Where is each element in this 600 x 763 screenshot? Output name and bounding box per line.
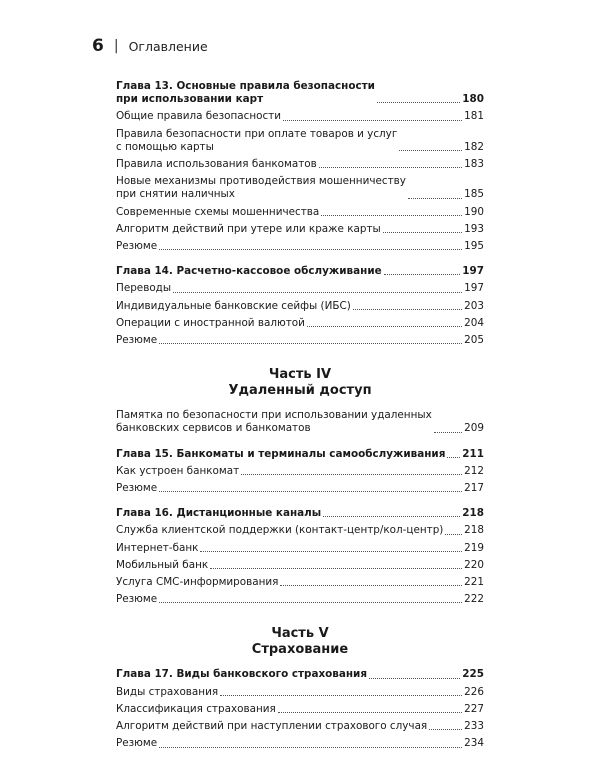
toc-entry[interactable] xyxy=(116,128,484,154)
chapter-title-entry[interactable] xyxy=(116,507,484,520)
entry-page: 190 xyxy=(464,205,484,218)
header-separator: | xyxy=(113,38,119,54)
toc-entry[interactable] xyxy=(116,334,484,347)
dot-leader xyxy=(323,516,460,517)
entry-page: 220 xyxy=(464,558,484,571)
toc-entry[interactable] xyxy=(116,737,484,750)
part-4-heading xyxy=(116,367,484,399)
entry-title: Услуга СМС-информирования xyxy=(116,576,279,589)
entry-title: Общие правила безопасности xyxy=(116,110,281,123)
page-header xyxy=(92,36,208,56)
chapter-title-entry[interactable] xyxy=(116,80,484,106)
dot-leader xyxy=(377,102,460,103)
dot-leader xyxy=(384,274,461,275)
dot-leader xyxy=(283,120,462,121)
dot-leader xyxy=(429,729,462,730)
entry-title: Резюме xyxy=(116,334,158,347)
entry-title: Алгоритм действий при наступлении страхового случая xyxy=(116,720,428,733)
entry-title: Мобильный банк xyxy=(116,558,209,571)
entry-title: Современные схемы мошенничества xyxy=(116,205,320,218)
dot-leader xyxy=(319,167,462,168)
toc-entry[interactable] xyxy=(116,110,484,123)
entry-page: 204 xyxy=(464,316,484,329)
toc-entry[interactable] xyxy=(116,223,484,236)
entry-title: Служба клиентской поддержки (контакт-центр/кол-центр) xyxy=(116,524,444,537)
entry-title: Глава 17. Виды банковского страхования xyxy=(116,668,368,681)
dot-leader xyxy=(399,150,462,151)
toc-entry[interactable] xyxy=(116,175,484,201)
part-title: Удаленный доступ xyxy=(228,383,372,399)
entry-title: Классификация страхования xyxy=(116,702,276,715)
entry-page: 197 xyxy=(464,282,484,295)
chapter-title-entry[interactable] xyxy=(116,668,484,681)
dot-leader xyxy=(159,343,462,344)
entry-page: 182 xyxy=(464,140,484,153)
entry-page: 222 xyxy=(464,593,484,606)
entry-page: 203 xyxy=(464,299,484,312)
chapter-title-entry[interactable] xyxy=(116,448,484,461)
entry-page: 193 xyxy=(464,222,484,235)
toc-entry[interactable] xyxy=(116,317,484,330)
entry-page: 183 xyxy=(464,158,484,171)
entry-page: 197 xyxy=(462,265,484,278)
entry-title: Глава 13. Основные правила безопасности при использовании карт xyxy=(116,80,375,106)
dot-leader xyxy=(434,432,462,433)
toc-entry[interactable] xyxy=(116,559,484,572)
chapter-14 xyxy=(116,265,484,347)
toc-entry[interactable] xyxy=(116,703,484,716)
dot-leader xyxy=(210,568,462,569)
entry-page: 180 xyxy=(462,93,484,106)
chapter-16 xyxy=(116,507,484,606)
entry-title: Резюме xyxy=(116,593,158,606)
entry-page: 221 xyxy=(464,576,484,589)
entry-page: 219 xyxy=(464,541,484,554)
entry-page: 218 xyxy=(464,524,484,537)
dot-leader xyxy=(159,602,462,603)
entry-page: 181 xyxy=(464,110,484,123)
entry-page: 212 xyxy=(464,464,484,477)
entry-title: Резюме xyxy=(116,737,158,750)
entry-page: 195 xyxy=(464,240,484,253)
toc-entry[interactable] xyxy=(116,720,484,733)
dot-leader xyxy=(447,457,460,458)
table-of-contents xyxy=(116,80,484,763)
toc-entry[interactable] xyxy=(116,524,484,537)
dot-leader xyxy=(383,232,462,233)
dot-leader xyxy=(159,249,462,250)
entry-page: 205 xyxy=(464,334,484,347)
chapter-17 xyxy=(116,668,484,750)
part-number: Часть V xyxy=(271,626,329,642)
entry-page: 226 xyxy=(464,685,484,698)
toc-entry[interactable] xyxy=(116,206,484,219)
entry-title: Правила использования банкоматов xyxy=(116,158,317,171)
toc-entry[interactable] xyxy=(116,542,484,555)
entry-title: Правила безопасности при оплате товаров и услуг с помощью карты xyxy=(116,127,398,153)
entry-title: Глава 15. Банкоматы и терминалы самообслуживания xyxy=(116,447,446,460)
toc-entry[interactable] xyxy=(116,465,484,478)
chapter-15 xyxy=(116,448,484,496)
entry-page: 225 xyxy=(462,668,484,681)
dot-leader xyxy=(159,747,462,748)
part-title: Страхование xyxy=(251,642,349,658)
dot-leader xyxy=(353,309,462,310)
toc-entry[interactable] xyxy=(116,593,484,606)
entry-page: 211 xyxy=(462,447,484,460)
toc-entry[interactable] xyxy=(116,686,484,699)
dot-leader xyxy=(369,678,460,679)
entry-title: Глава 16. Дистанционные каналы xyxy=(116,507,322,520)
toc-entry[interactable] xyxy=(116,282,484,295)
entry-title: Глава 14. Расчетно-кассовое обслуживание xyxy=(116,265,382,278)
entry-title: Индивидуальные банковские сейфы (ИБС) xyxy=(116,299,351,312)
dot-leader xyxy=(278,712,462,713)
chapter-title-entry[interactable] xyxy=(116,265,484,278)
entry-title: Как устроен банкомат xyxy=(116,464,240,477)
running-title: Оглавление xyxy=(128,38,208,54)
entry-page: 233 xyxy=(464,720,484,733)
chapter-13 xyxy=(116,80,484,253)
entry-title: Интернет-банк xyxy=(116,541,199,554)
toc-entry[interactable] xyxy=(116,300,484,313)
dot-leader xyxy=(445,534,462,535)
dot-leader xyxy=(220,695,462,696)
entry-page: 227 xyxy=(464,702,484,715)
entry-title: Резюме xyxy=(116,482,158,495)
entry-title: Переводы xyxy=(116,282,172,295)
entry-title: Памятка по безопасности при использовании удаленных банковских сервисов и банкоматов xyxy=(116,409,432,435)
dot-leader xyxy=(241,474,462,475)
entry-title: Алгоритм действий при утере или краже карты xyxy=(116,222,381,235)
page-number: 6 xyxy=(92,36,104,56)
dot-leader xyxy=(280,585,462,586)
toc-entry[interactable] xyxy=(116,576,484,589)
toc-entry[interactable] xyxy=(116,409,484,435)
toc-entry[interactable] xyxy=(116,240,484,253)
dot-leader xyxy=(307,326,462,327)
toc-entry[interactable] xyxy=(116,158,484,171)
toc-entry[interactable] xyxy=(116,482,484,495)
dot-leader xyxy=(173,292,462,293)
entry-page: 234 xyxy=(464,737,484,750)
part-4-intro xyxy=(116,409,484,435)
entry-page: 209 xyxy=(464,422,484,435)
part-5-heading xyxy=(116,626,484,658)
entry-page: 218 xyxy=(462,507,484,520)
entry-page: 217 xyxy=(464,482,484,495)
dot-leader xyxy=(408,198,462,199)
entry-title: Новые механизмы противодействия мошенничеству при снятии наличных xyxy=(116,175,406,201)
dot-leader xyxy=(200,551,462,552)
entry-title: Операции с иностранной валютой xyxy=(116,316,305,329)
part-number: Часть IV xyxy=(268,367,332,383)
entry-title: Виды страхования xyxy=(116,685,219,698)
entry-page: 185 xyxy=(464,188,484,201)
dot-leader xyxy=(321,215,462,216)
dot-leader xyxy=(159,491,462,492)
entry-title: Резюме xyxy=(116,240,158,253)
